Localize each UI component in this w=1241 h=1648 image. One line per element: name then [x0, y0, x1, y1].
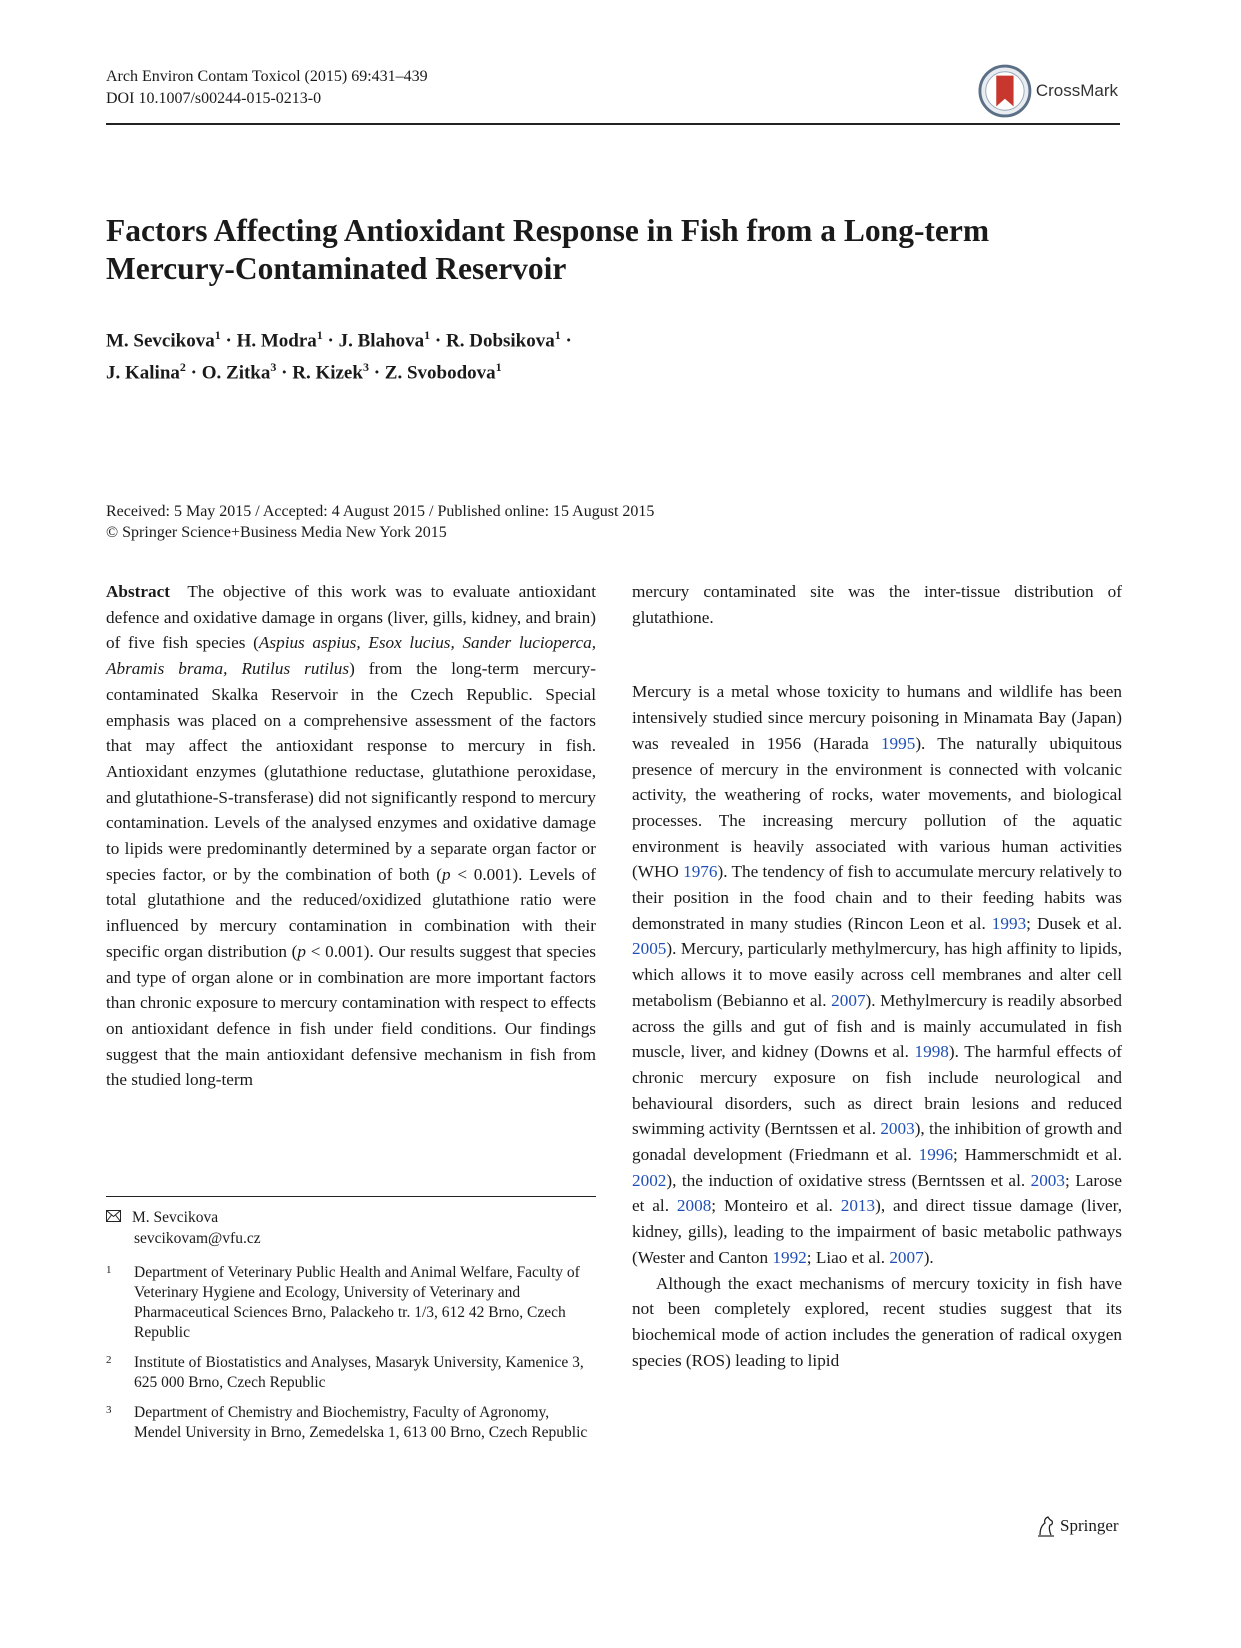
intro-paragraph-1 [632, 679, 1122, 1270]
affiliation-text: Institute of Biostatistics and Analyses, Masaryk University, Kamenice 3, 625 000 Brno, Czech Republic [134, 1354, 584, 1391]
reference-link[interactable]: 1996 [918, 1145, 954, 1165]
article-title [106, 212, 1106, 288]
body-text: ). Methylmercury is readily absorbed across the gills and gut of fish and is mainly accumulated in fish muscle, liver, and kidney (Downs et al. [632, 990, 1122, 1062]
section-gap [632, 630, 1122, 679]
body-text: ). [923, 1247, 934, 1267]
abstract-column [106, 579, 596, 1093]
copyright-line: © Springer Science+Business Media New York 2015 [106, 524, 447, 541]
author-name[interactable]: M. Sevcikova [106, 330, 215, 352]
author-name[interactable]: J. Blahova [338, 330, 425, 352]
affiliation-2 [106, 1353, 596, 1393]
p-variable: p [297, 941, 306, 961]
author-name[interactable]: J. Kalina [106, 362, 180, 384]
body-text: ), the induction of oxidative stress (Berntssen et al. [666, 1170, 1031, 1190]
abstract-text: The objective of this work was to evaluate antioxidant defence and oxidative damage in organs (liver, gills, kidney, and brain) of five fish species ( [106, 582, 596, 653]
abstract-text: ) from the long-term mercury-contaminated Skalka Reservoir in the Czech Republic. Special emphasis was placed on a comprehensive assessment of the factors that may affect the antioxidant response to mercury in fish. Antioxidant enzymes (glutathione reductase, glutathione peroxidase, and glutathione-S-transferase) did not significantly respond to mercury contamination. Levels of the analysed enzymes and oxidative damage to lipids were predominantly determined by a separate organ factor or species factor, or by the combination of both ( [106, 659, 596, 884]
author-affiliation-mark: 3 [270, 360, 277, 375]
reference-link[interactable]: 1993 [991, 913, 1027, 933]
abstract-paragraph [106, 579, 596, 1093]
publication-history [106, 501, 654, 543]
journal-header [106, 66, 428, 110]
affiliation-number: 2 [106, 1354, 112, 1366]
affiliation-number: 3 [106, 1404, 112, 1416]
abstract-text: < 0.001). Levels of total glutathione and the reduced/oxidized glutathione ratio were influenced by mercury contamination in combination with their specific organ distribution ( [106, 864, 596, 961]
author-separator: · [565, 330, 572, 352]
body-text: ), the inhibition of growth and gonadal development (Friedmann et al. [632, 1119, 1122, 1165]
author-list [106, 322, 572, 387]
title-line-2: Mercury-Contaminated Reservoir [106, 251, 567, 286]
author-separator: · [373, 362, 381, 384]
dates-line: Received: 5 May 2015 / Accepted: 4 August 2015 / Published online: 15 August 2015 [106, 503, 655, 520]
author-affiliation-mark: 1 [316, 328, 323, 342]
reference-link[interactable]: 2005 [632, 939, 667, 959]
body-text: ). The tendency of fish to accumulate mercury relatively to their position in the food chain and to their feeding habits was demonstrated in many studies (Rincon Leon et al. [632, 862, 1122, 933]
affiliation-1 [106, 1263, 596, 1343]
affiliation-text: Department of Veterinary Public Health and Animal Welfare, Faculty of Veterinary Hygiene and Ecology, University of Veterinary and Pharmaceutical Sciences Brno, Palackeho tr. 1/3, 612 42 Brno, Czech Republic [134, 1264, 580, 1341]
abstract-continuation: mercury contaminated site was the inter-tissue distribution of glutathione. [632, 582, 1122, 627]
body-text: ; Hammerschmidt et al. [953, 1145, 1122, 1165]
corresponding-email[interactable]: sevcikovam@vfu.cz [134, 1230, 261, 1247]
footnote-rule [106, 1196, 596, 1197]
p-variable: p [442, 864, 451, 884]
affiliation-number: 1 [106, 1264, 112, 1276]
reference-link[interactable]: 1995 [880, 733, 916, 753]
body-text: ). Mercury, particularly methylmercury, has high affinity to lipids, which allows it to move easily across cell membranes and alter cell metabolism (Bebianno et al. [632, 939, 1122, 1010]
author-name[interactable]: R. Dobsikova [446, 330, 555, 352]
author-affiliation-mark: 1 [495, 360, 502, 375]
reference-link[interactable]: 2013 [840, 1196, 876, 1216]
author-name[interactable]: H. Modra [236, 330, 317, 352]
crossmark-badge[interactable] [978, 62, 1118, 120]
author-affiliation-mark: 1 [554, 328, 561, 342]
header-rule [106, 123, 1120, 125]
crossmark-label: CrossMark [1035, 81, 1118, 100]
body-text: ; Liao et al. [806, 1247, 890, 1267]
author-separator: · [190, 362, 197, 384]
author-separator: · [225, 330, 232, 352]
author-line-1 [106, 322, 572, 354]
author-separator: · [434, 330, 442, 352]
right-column [632, 579, 1122, 1373]
reference-link[interactable]: 2003 [1030, 1170, 1065, 1190]
affiliation-text: Department of Chemistry and Biochemistry, Faculty of Agronomy, Mendel University in Brno, Zemedelska 1, 613 00 Brno, Czech Republic [134, 1404, 588, 1441]
body-text: ; Larose et al. [632, 1170, 1122, 1216]
title-line-1: Factors Affecting Antioxidant Response in Fish from a Long-term [106, 213, 990, 248]
body-text: ; Monteiro et al. [711, 1196, 841, 1216]
body-text: ; Dusek et al. [1026, 913, 1122, 933]
body-text: ). The naturally ubiquitous presence of mercury in the environment is connected with volcanic activity, the weathering of rocks, water movements, and biological processes. The increasing mercury pollution of the aquatic environment is heavily associated with various human activities (WHO [632, 733, 1122, 882]
abstract-label: Abstract [106, 582, 170, 601]
reference-link[interactable]: 2002 [632, 1170, 667, 1190]
author-separator: · [281, 362, 288, 384]
corresponding-name: M. Sevcikova [132, 1209, 219, 1226]
affiliation-3 [106, 1403, 596, 1443]
author-separator: · [327, 330, 334, 352]
springer-logo [1036, 1515, 1119, 1537]
author-affiliation-mark: 3 [362, 360, 369, 375]
reference-link[interactable]: 2007 [831, 990, 866, 1010]
doi[interactable]: DOI 10.1007/s00244-015-0213-0 [106, 90, 322, 107]
abstract-text: < 0.001). Our results suggest that species and type of organ alone or in combination are more important factors than chronic exposure to mercury contamination with respect to effects on antioxidant defence in fish under field conditions. Our findings suggest that the main antioxidant defensive mechanism in fish from the studied long-term [106, 941, 596, 1090]
author-affiliation-mark: 2 [179, 360, 186, 375]
author-affiliation-mark: 1 [424, 328, 431, 342]
reference-link[interactable]: 2008 [676, 1196, 712, 1216]
crossmark-icon [978, 63, 1032, 119]
species-list: Aspius aspius, Esox lucius, Sander lucioperca, Abramis brama, Rutilus rutilus [106, 633, 596, 679]
intro-paragraph-2: Although the exact mechanisms of mercury toxicity in fish have not been completely explored, recent studies suggest that its biochemical mode of action includes the generation of radical oxygen species (ROS) leading to lipid [632, 1273, 1122, 1370]
reference-link[interactable]: 2003 [880, 1119, 915, 1139]
author-line-2 [106, 354, 572, 386]
author-affiliation-mark: 1 [214, 328, 221, 342]
author-name[interactable]: R. Kizek [292, 362, 363, 384]
author-name[interactable]: O. Zitka [201, 362, 271, 384]
reference-link[interactable]: 1976 [683, 862, 718, 882]
corresponding-author [106, 1207, 261, 1249]
author-name[interactable]: Z. Svobodova [384, 362, 496, 384]
body-text: Mercury is a metal whose toxicity to humans and wildlife has been intensively studied since mercury poisoning in Minamata Bay (Japan) was revealed in 1956 (Harada [632, 682, 1122, 753]
envelope-icon [106, 1207, 122, 1228]
body-text: ), and direct tissue damage (liver, kidney, gills), leading to the impairment of basic metabolic pathways (Wester and Canton [632, 1196, 1122, 1267]
springer-horse-icon [1036, 1515, 1056, 1537]
body-text: ). The harmful effects of chronic mercury exposure on fish include neurological and behavioural disorders, such as direct brain lesions and reduced swimming activity (Berntssen et al. [632, 1042, 1122, 1139]
reference-link[interactable]: 1992 [772, 1247, 807, 1267]
reference-link[interactable]: 2007 [889, 1247, 924, 1267]
reference-link[interactable]: 1998 [914, 1042, 949, 1062]
publisher-name: Springer [1060, 1516, 1119, 1535]
journal-citation: Arch Environ Contam Toxicol (2015) 69:431–439 [106, 68, 428, 85]
